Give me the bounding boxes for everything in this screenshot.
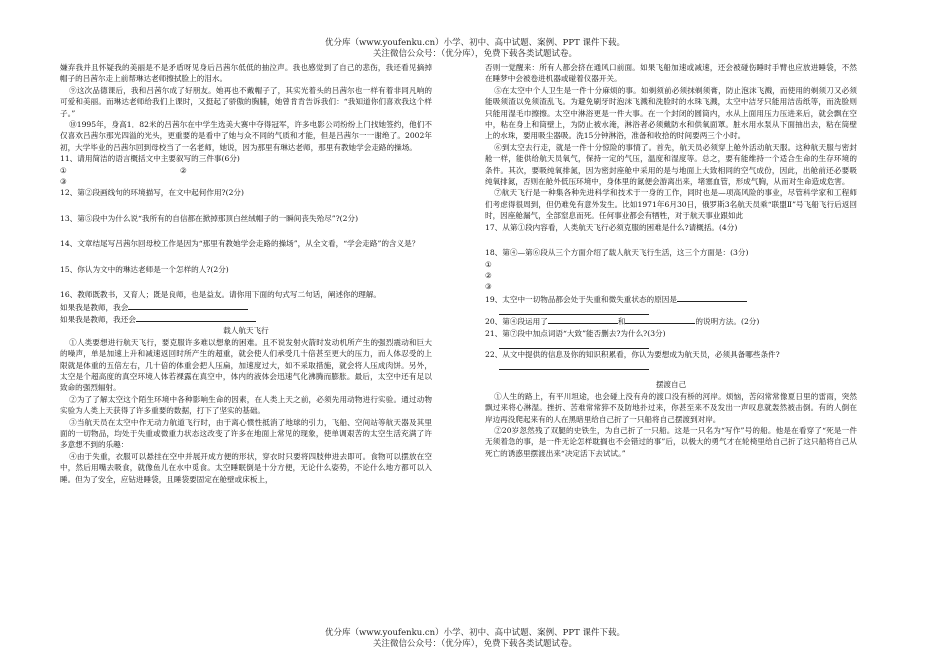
article-paragraph-4: ④由于失重，衣服可以悬挂在空中并展开成方便的形状，穿衣时只要将四肢伸进去即可。食物可以摆放在空中，然后用嘴去吸食，就像鱼儿在水中觅食。太空睡眠倒是十分方便，无论什么姿势，不论什么地方都可以入睡。但为了安全，应钻进睡袋，且睡袋要固定在舱壁或床板上， [60, 451, 432, 484]
story-paragraph-8: 嫌弃我并且怀疑我的美丽是不是矛盾呀见身后吕茜尔低低的抽泣声。我也感觉到了自己的悲伤，我还看见摘掉帽子的吕茜尔走上前帮琳达老师擦拭脸上的泪水。 [60, 63, 432, 84]
question-16-sentence-a: 如果我是教师，我会 [60, 301, 432, 313]
question-21: 21、第⑦段中加点词语“大致”能否删去?为什么?(3分) [485, 328, 666, 338]
answer-marker-1: ① [60, 165, 67, 175]
q18-answer-3: ③ [485, 282, 492, 292]
question-11: 11、请用简洁的语言概括文中主要叙写的三件事(6分) [60, 154, 240, 164]
article-paragraph-5: ⑤在太空中个人卫生是一件十分麻烦的事。如剃须前必须抹剃须膏，防止泡沫飞溅，而使用的剃须刀又必须能吸须渣以免须渣乱飞。为避免刷牙时泡沫飞溅和洗脸时的水珠飞溅，太空中洁牙只能用洁齿纸等，而洗脸则只能用湿毛巾擦擦。太空中淋浴更是一件大事。在一个封闭的圆筒内，水从上面用压力压进来后，就会飘在空中，粘在身上和筒壁上，为防止被水淹，淋浴者必须戴防水和供氧面罩。脏水用水泵从下面抽出去，粘在筒壁上的水珠，要用吸尘器吸。洗15分钟淋浴，准备和收拾的时间要两三个小时。 [485, 85, 857, 141]
answer-marker-3: ③ [60, 177, 67, 187]
question-12: 12、第②段画线句的环境描写，在文中起何作用?(2分) [60, 188, 244, 198]
question-17: 17、从第①段内容看，人类航天飞行必须克服的困难是什么?请概括。(4分) [485, 222, 738, 232]
question-20: 20、第④段运用了 和 的说明方法。(2分) [485, 317, 760, 327]
question-18: 18、第④—第⑥段从三个方面介绍了载人航天飞行生活，这三个方面是：(3分) [485, 248, 749, 258]
article-title-space-flight: 载人航天飞行 [223, 326, 269, 336]
q21-answer-line [499, 339, 649, 349]
question-11-answers [60, 165, 432, 176]
question-16: 16、教师既教书，又育人；既是良师，也是益友。请你用下面的句式写二句话，阐述你的理解。 [60, 290, 382, 300]
answer-marker-2: ② [180, 165, 187, 175]
q19-answer-line [499, 305, 649, 315]
left-column [60, 62, 432, 485]
question-13: 13、第⑤段中为什么说“我所有的自信都在掀掉那顶白丝绒帽子的一瞬间丧失殆尽”?(2分) [60, 213, 359, 223]
question-22: 22、从文中提供的信息及你的知识积累看，你认为要想成为航天员，必须具备哪些条件? [485, 349, 780, 359]
page-footer [0, 628, 950, 650]
right-column [485, 62, 857, 459]
article-paragraph-4-cont: 否则一觉醒来：所有人都会挤在通风口前面。如果飞船加速或减速，还会被碰伤睡时手臂也应放进睡袋，不然在睡梦中会被卷进机器或碰着仪器开关。 [485, 63, 857, 84]
article-paragraph-2: ②为了了解太空这个陌生环境中各种影响生命的因素，在人类上天之前，必须先用动物进行实验。通过动物实验为人类上天获得了许多重要的数据，打下了坚实的基础。 [60, 394, 432, 416]
q22-answer-line [499, 360, 649, 370]
essay-paragraph-1: ①人生的路上，有平川坦途，也会碰上没有舟的渡口没有桥的河岸。烦恼，苦闷常常像夏日里的雷雨，突然飘过来将心淋湿。挫折、苦难常常猝不及防地扑过来，你甚至来不及发出一声叹息就轰然被击倒。有的人倒在岸边再没爬起来有的人在黑暗里给自己折了一只船将自己摆渡到对岸。 [485, 391, 857, 424]
footer-line-2: 关注微信公众号：（优分库），免费下载各类试题试卷。 [372, 639, 577, 649]
article-paragraph-3: ③当航天员在太空中作无动力航道飞行时，由于离心惯性抵消了地球的引力，飞船、空间站等航天器及其里面的一切物品，均处于失重或微重力状态这改变了许多在地面上常见的现象，使单调艰苦的太空生活充满了许多意想不到的乐趣： [60, 417, 432, 450]
story-paragraph-9: ⑨这次品德课后，我和吕茜尔成了好朋友。她再也不戴帽子了，其实光着头的吕茜尔也一样有着非同凡响的可爱和美丽。而琳达老师给我们上课时，又挺起了骄傲的胸脯，她曾肯肯告诉我们：“我知道你们喜欢我这个样子。” [60, 85, 432, 118]
question-15: 15、你认为文中的琳达老师是一个怎样的人?(2分) [60, 264, 229, 274]
article-title-ferry-yourself: 摆渡自己 [655, 380, 687, 390]
article-paragraph-7: ⑦航天飞行是一种集各种先进科学和技术于一身的工作，同时也是—项高风险的事业，尽管科学家和工程师们考虑得很周到，但仍难免有意外发生。比如1971年6月30日，俄罗斯3名航天员乘“联盟Ⅱ”号飞船飞行后返回时，因座舱漏气，全部窒息而死。任何事业都会有牺牲，对于航天事业跟如此 [485, 188, 857, 221]
page-header [0, 38, 950, 60]
header-line-2: 关注微信公众号：（优分库），免费下载各类试题试卷。 [372, 49, 577, 59]
article-paragraph-1: ①人类要想进行航天飞行，要克服许多难以想象的困难。且不说发射火箭时发动机所产生的强烈震动和巨大的噪声，单是加速上升和减速返回时所产生的超重，就会使人们承受几十倍甚至更大的压力，而人体忍受的上限就是体重的五倍左右，几十倍的体重会把人压扁，加速度过大，如不采取措施，就会将人压成肉饼。另外，太空是个超高度的真空环境人体若裸露在真空中，体内的液体会迅速气化沸腾而膨胀。最后，太空中还有足以致命的强烈辐射。 [60, 337, 432, 393]
q18-answer-1: ① [485, 259, 492, 269]
question-16-sentence-b: 如果我是教师，我还会 [60, 313, 432, 325]
q18-answer-2: ② [485, 270, 492, 280]
article-paragraph-6: ⑥到太空去行走，就是一件十分惊险的事情了。首先，航天员必须穿上舱外活动航天服。这种航天服与密封舱一样，能供给航天员氧气，保持一定的气压，温度和湿度等。总之，要有能维持一个适合生命的生存环境的条件。其次，要吸纯氧排氮，因为密封座舱中采用的是与地面上大致相同的空气成份，因此，出舱前还必要吸纯氧排氮，否则在舱外低压环境中，身体里的氮便会游离出来，堵塞血管，形成气胸，从而对生命造成危害。 [485, 142, 857, 187]
question-19: 19、太空中一切物品都会处于失重和微失重状态的原因是 [485, 293, 857, 305]
question-14: 14、文章结尾写吕茜尔回母校工作是因为“那里有教她学会走路的操场”，从全文看，“学会走路”的含义是？ [60, 239, 420, 249]
footer-line-1: 优分库（www.youfenku.cn）小学、初中、高中试题、案例、PPT 课件下载。 [325, 628, 625, 638]
essay-paragraph-2: ②20岁忽然残了双腿的史铁生，为自己折了一只船。这是一只名为“写作”号的船。他是在看穿了“死是一件无须着急的事，是一件无论怎样耽搁也不会错过的事”后，以极大的勇气才在轮椅里给自己折了这只船将自己从死亡的诱惑里摆渡出来“决定活下去试试。” [485, 425, 857, 458]
story-paragraph-10: ⑩1995年，身高1．82米的吕茜尔在中学生选美大赛中夺得冠军，许多电影公司纷纷上门找她签约，他们不仅喜欢吕茜尔那光四溢的光头，更重要的是看中了她与众不同的气质和才能，但是吕茜尔一一谢绝了。2002年初，大学毕业的吕茜尔回到母校当了一名老师，她说，因为那里有琳达老师，那里有教她学会走路的操场。 [60, 120, 432, 152]
header-line-1: 优分库（www.youfenku.cn）小学、初中、高中试题、案例、PPT 课件下载。 [325, 38, 625, 48]
